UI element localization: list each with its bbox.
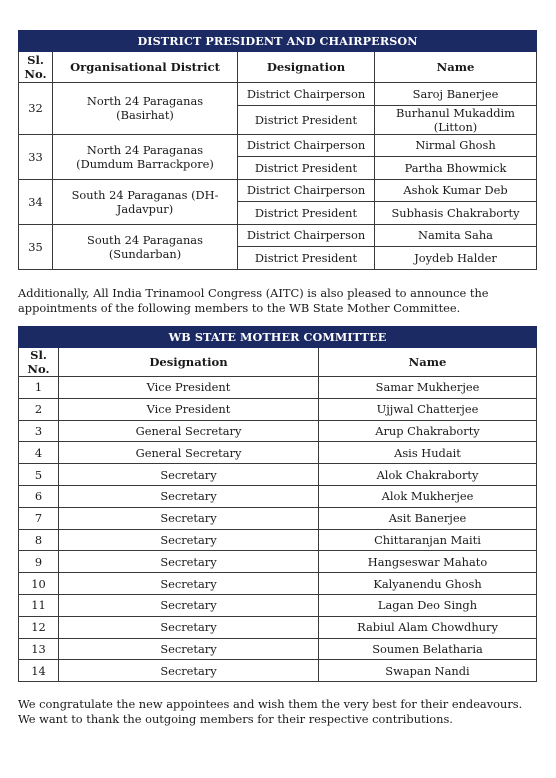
column-header-designation: Designation [59, 348, 319, 377]
table-row [19, 507, 537, 529]
sl-no-cell: 13 [19, 638, 59, 660]
column-header-name: Name [375, 52, 537, 83]
designation-cell: District President [238, 105, 375, 134]
sl-no-cell: 1 [19, 377, 59, 399]
name-cell: Ashok Kumar Deb [375, 179, 537, 202]
name-cell: Burhanul Mukaddim (Litton) [375, 105, 537, 134]
announcement-paragraph: Additionally, All India Trinamool Congress (AITC) is also pleased to announce the appointments of the following members to the WB State Mother Committee. [18, 286, 489, 315]
sl-no-cell: 6 [19, 485, 59, 507]
district-cell: North 24 Paraganas (Basirhat) [53, 83, 238, 135]
column-header-sl-no: Sl. No. [19, 52, 53, 83]
designation-cell: General Secretary [59, 442, 319, 464]
designation-cell: Secretary [59, 507, 319, 529]
designation-cell: Vice President [59, 398, 319, 420]
name-cell: Joydeb Halder [375, 247, 537, 270]
designation-cell: District President [238, 157, 375, 180]
table-row [19, 377, 537, 399]
sl-no-cell: 33 [19, 134, 53, 179]
column-header-name: Name [319, 348, 537, 377]
table-title: DISTRICT PRESIDENT AND CHAIRPERSON [19, 31, 537, 52]
table-row [19, 573, 537, 595]
sl-no-cell: 9 [19, 551, 59, 573]
name-cell: Swapan Nandi [319, 660, 537, 682]
sl-no-cell: 11 [19, 594, 59, 616]
name-cell: Alok Chakraborty [319, 464, 537, 486]
name-cell: Asit Banerjee [319, 507, 537, 529]
designation-cell: Secretary [59, 485, 319, 507]
table-row [19, 179, 537, 202]
sl-no-cell: 12 [19, 616, 59, 638]
sl-no-cell: 14 [19, 660, 59, 682]
name-cell: Hangseswar Mahato [319, 551, 537, 573]
district-president-table [18, 30, 537, 270]
column-header-district: Organisational District [53, 52, 238, 83]
state-mother-committee-table [18, 326, 537, 682]
designation-cell: District Chairperson [238, 134, 375, 157]
designation-cell: Secretary [59, 660, 319, 682]
designation-cell: District President [238, 247, 375, 270]
sl-no-cell: 7 [19, 507, 59, 529]
name-cell: Partha Bhowmick [375, 157, 537, 180]
name-cell: Asis Hudait [319, 442, 537, 464]
designation-cell: Secretary [59, 529, 319, 551]
designation-cell: General Secretary [59, 420, 319, 442]
name-cell: Alok Mukherjee [319, 485, 537, 507]
name-cell: Namita Saha [375, 224, 537, 247]
name-cell: Subhasis Chakraborty [375, 202, 537, 225]
sl-no-cell: 32 [19, 83, 53, 135]
sl-no-cell: 4 [19, 442, 59, 464]
designation-cell: Secretary [59, 638, 319, 660]
designation-cell: Secretary [59, 464, 319, 486]
table-row [19, 529, 537, 551]
district-cell: South 24 Paraganas (Sundarban) [53, 224, 238, 269]
name-cell: Saroj Banerjee [375, 83, 537, 106]
table-row [19, 224, 537, 247]
table-row [19, 485, 537, 507]
name-cell: Arup Chakraborty [319, 420, 537, 442]
district-cell: North 24 Paraganas (Dumdum Barrackpore) [53, 134, 238, 179]
table-row [19, 551, 537, 573]
name-cell: Nirmal Ghosh [375, 134, 537, 157]
table-row [19, 464, 537, 486]
sl-no-cell: 10 [19, 573, 59, 595]
name-cell: Lagan Deo Singh [319, 594, 537, 616]
closing-paragraph: We congratulate the new appointees and wish them the very best for their endeavours. We want to thank the outgoing members for their respective contributions. [18, 697, 523, 726]
designation-cell: Secretary [59, 551, 319, 573]
designation-cell: Secretary [59, 573, 319, 595]
table-row [19, 616, 537, 638]
table-row [19, 83, 537, 106]
sl-no-cell: 3 [19, 420, 59, 442]
designation-cell: Vice President [59, 377, 319, 399]
designation-cell: Secretary [59, 616, 319, 638]
name-cell: Samar Mukherjee [319, 377, 537, 399]
name-cell: Soumen Belatharia [319, 638, 537, 660]
designation-cell: District Chairperson [238, 224, 375, 247]
name-cell: Kalyanendu Ghosh [319, 573, 537, 595]
name-cell: Chittaranjan Maiti [319, 529, 537, 551]
table-row [19, 420, 537, 442]
sl-no-cell: 2 [19, 398, 59, 420]
sl-no-cell: 8 [19, 529, 59, 551]
table-row [19, 594, 537, 616]
designation-cell: District Chairperson [238, 83, 375, 106]
sl-no-cell: 34 [19, 179, 53, 224]
designation-cell: District Chairperson [238, 179, 375, 202]
table-row [19, 134, 537, 157]
name-cell: Rabiul Alam Chowdhury [319, 616, 537, 638]
table-row [19, 442, 537, 464]
designation-cell: Secretary [59, 594, 319, 616]
designation-cell: District President [238, 202, 375, 225]
sl-no-cell: 5 [19, 464, 59, 486]
district-cell: South 24 Paraganas (DH-Jadavpur) [53, 179, 238, 224]
sl-no-cell: 35 [19, 224, 53, 269]
table-row [19, 398, 537, 420]
column-header-designation: Designation [238, 52, 375, 83]
column-header-sl-no: Sl. No. [19, 348, 59, 377]
name-cell: Ujjwal Chatterjee [319, 398, 537, 420]
table-row [19, 660, 537, 682]
table-row [19, 638, 537, 660]
table-title: WB STATE MOTHER COMMITTEE [19, 327, 537, 348]
